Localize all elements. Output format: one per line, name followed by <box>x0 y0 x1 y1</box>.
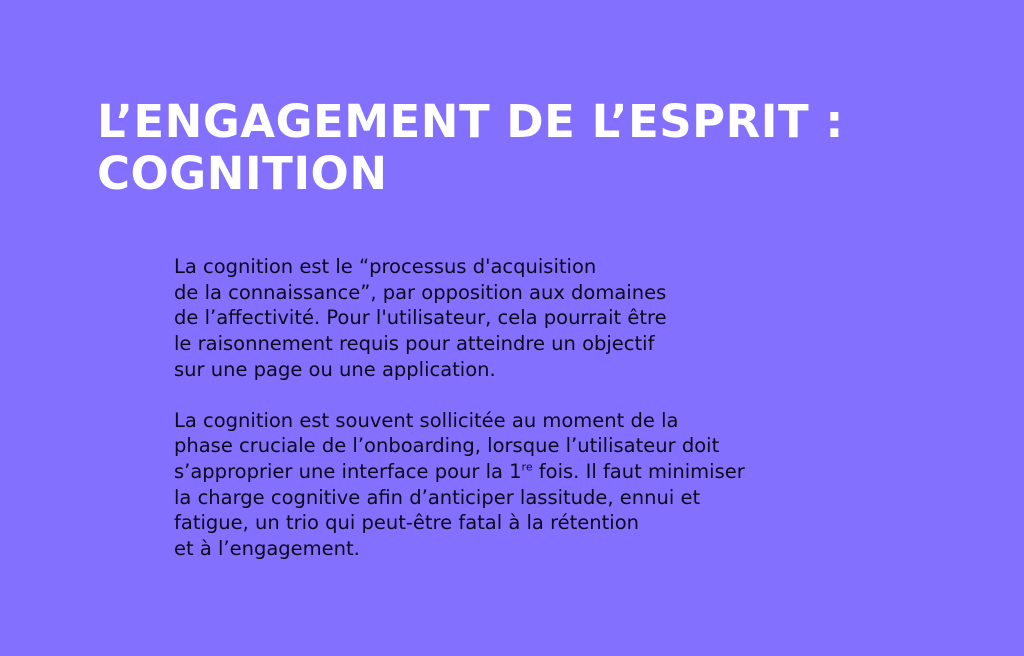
paragraph-1-line-3: de l’affectivité. Pour l'utilisateur, cela pourrait être <box>174 306 667 330</box>
paragraph-2-line-6: et à l’engagement. <box>174 537 360 561</box>
paragraph-2-line-3 <box>174 459 974 485</box>
title-line-1: L’ENGAGEMENT DE L’ESPRIT : <box>97 95 844 148</box>
paragraph-2-line-3-start: s’approprier une interface pour la 1 <box>174 459 522 483</box>
paragraph-1-line-4: le raisonnement requis pour atteindre un objectif <box>174 332 655 356</box>
ordinal-superscript: re <box>521 460 533 474</box>
paragraph-1-line-1: La cognition est le “processus d'acquisition <box>174 255 597 278</box>
paragraph-2 <box>174 408 974 562</box>
title-line-2: COGNITION <box>97 147 388 200</box>
paragraph-2-line-1: La cognition est souvent sollicitée au moment de la <box>174 408 679 432</box>
page-title <box>97 96 844 200</box>
paragraph-2-line-2: phase cruciale de l’onboarding, lorsque l’utilisateur doit <box>174 434 720 458</box>
paragraph-1 <box>174 254 974 383</box>
paragraph-2-line-4: la charge cognitive afin d’anticiper lassitude, ennui et <box>174 485 701 509</box>
paragraph-1-line-5: sur une page ou une application. <box>174 357 496 381</box>
paragraph-2-line-5: fatigue, un trio qui peut-être fatal à la rétention <box>174 511 640 535</box>
paragraph-2-line-3-end: fois. Il faut minimiser <box>532 459 745 483</box>
body-text <box>174 254 974 562</box>
paragraph-1-line-2: de la connaissance”, par opposition aux domaines <box>174 280 667 304</box>
